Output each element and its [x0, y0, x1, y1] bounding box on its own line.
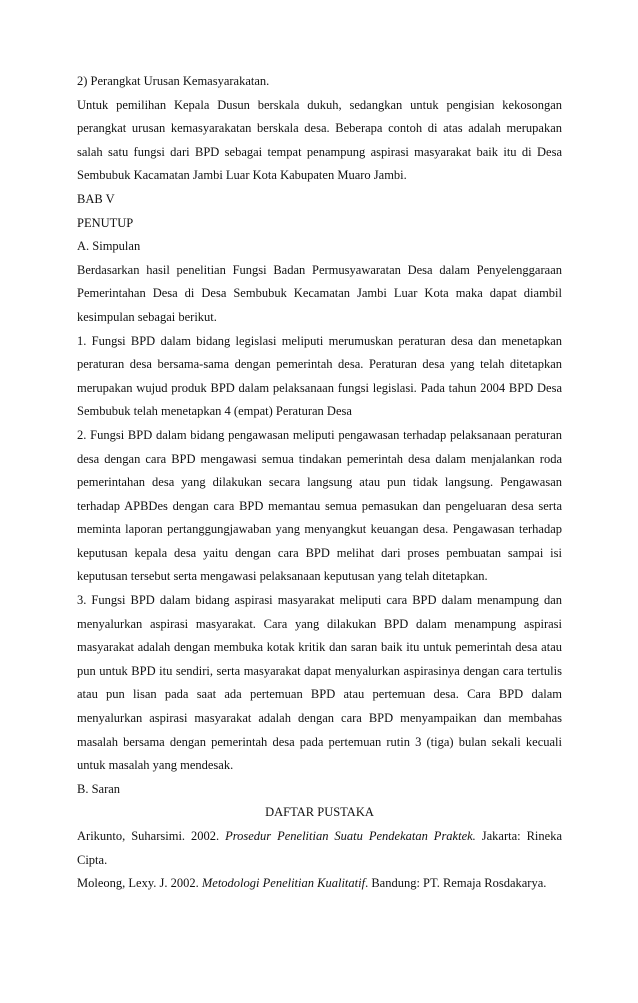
reference-title: Prosedur Penelitian Suatu Pendekatan Praktek. — [225, 829, 476, 843]
paragraph: Berdasarkan hasil penelitian Fungsi Badan Permusyawaratan Desa dalam Penyelenggaraan Pemerintahan Desa di Desa Sembubuk Kecamatan Jambi Luar Kota maka dapat diambil kesimpulan sebagai berikut. — [77, 262, 562, 324]
reference-author-year: Moleong, Lexy. J. 2002. — [77, 876, 202, 891]
list-item-heading: 2) Perangkat Urusan Kemasyarakatan. — [77, 74, 270, 88]
reference-author-year: Arikunto, Suharsimi. 2002. — [77, 829, 226, 843]
reference-publisher: Jakarta: Rineka Cipta. — [77, 829, 562, 867]
bibliography-entry — [77, 872, 562, 896]
reference-publisher: . Bandung: PT. Remaja Rosdakarya. — [365, 876, 547, 891]
document-page — [77, 70, 562, 896]
bibliography-entry — [77, 825, 562, 872]
section-heading: A. Simpulan — [77, 239, 141, 254]
paragraph: Untuk pemilihan Kepala Dusun berskala dukuh, sedangkan untuk pengisian kekosongan perangkat urusan kemasyarakatan berskala desa. Beberapa contoh di atas adalah merupakan salah satu fungsi dari BPD sebagai tempat penampung aspirasi masyarakat baik itu di Desa Sembubuk Kacamatan Jambi Luar Kota Kabupaten Muaro Jambi. — [77, 97, 562, 183]
conclusion-item: 1. Fungsi BPD dalam bidang legislasi meliputi merumuskan peraturan desa dan menetapkan peraturan desa bersama-sama dengan pemerintah desa. Peraturan desa yang telah ditetapkan merupakan wujud produk BPD dalam pelaksanaan fungsi legislasi. Pada tahun 2004 BPD Desa Sembubuk telah menetapkan 4 (empat) Peraturan Desa — [77, 333, 562, 419]
conclusion-item: 2. Fungsi BPD dalam bidang pengawasan meliputi pengawasan terhadap pelaksanaan peraturan desa dengan cara BPD mengawasi semua tindakan pemerintah desa dalam menjalankan roda pemerintahan desa yang dilakukan secara langsung atau pun tidak langsung. Pengawasan terhadap APBDes dengan cara BPD memantau semua pemasukan dan pengeluaran desa serta meminta laporan pertanggungjawaban yang menyangkut keuangan desa. Pengawasan terhadap keputusan kepala desa yaitu dengan cara BPD melihat dari proses pembuatan sampai isi keputusan tersebut serta mengawasi pelaksanaan keputusan yang telah ditetapkan. — [77, 427, 562, 584]
conclusion-item: 3. Fungsi BPD dalam bidang aspirasi masyarakat meliputi cara BPD dalam menampung dan menyalurkan aspirasi masyarakat. Cara yang dilakukan BPD dalam menampung aspirasi masyarakat adalah dengan membuka kotak kritik dan saran baik itu untuk pemerintah desa atau pun untuk BPD itu sendiri, serta masyarakat dapat menyalurkan aspirasinya dengan cara tertulis atau pun lisan pada saat ada pertemuan BPD atau pertemuan desa. Cara BPD dalam menyalurkan aspirasi masyarakat adalah dengan cara BPD menyampaikan dan membahas masalah bersama dengan pemerintah desa pada pertemuan rutin 3 (tiga) bulan sekali kecuali untuk masalah yang mendesak. — [77, 593, 562, 773]
chapter-label: BAB V — [77, 191, 115, 206]
reference-title: Metodologi Penelitian Kualitatif — [201, 876, 366, 891]
bibliography-heading: DAFTAR PUSTAKA — [265, 805, 374, 820]
section-heading: B. Saran — [77, 781, 121, 796]
chapter-title: PENUTUP — [77, 215, 134, 230]
